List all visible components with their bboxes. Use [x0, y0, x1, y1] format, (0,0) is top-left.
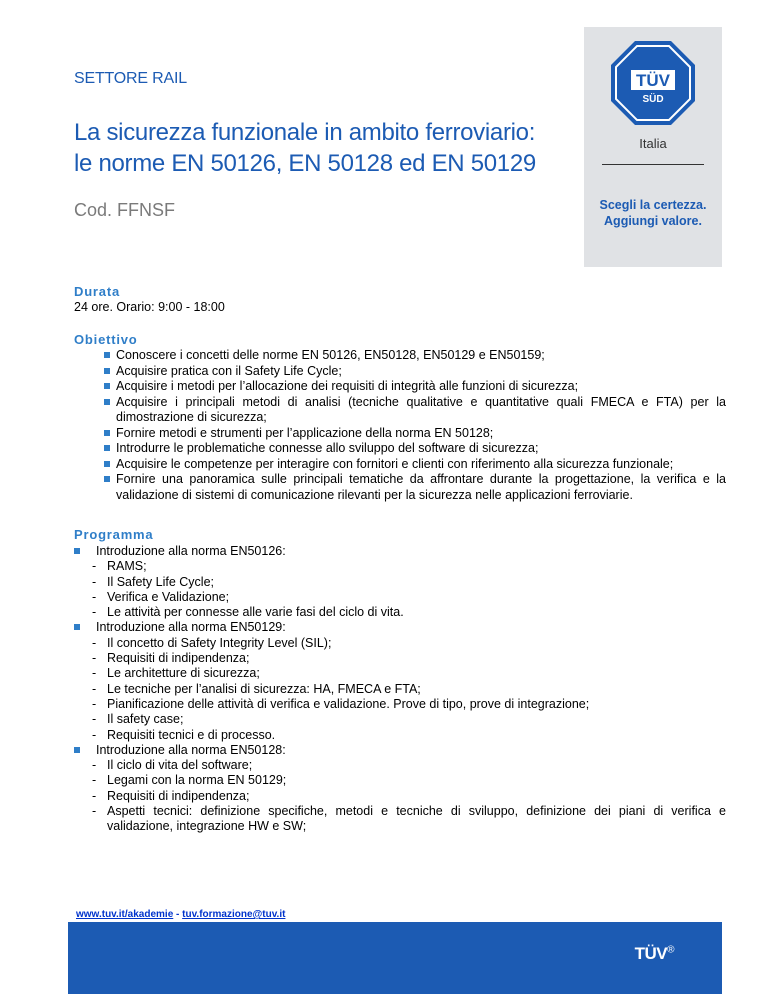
programma-sub-list: [74, 559, 726, 620]
email-link[interactable]: tuv.formazione@tuv.it: [182, 909, 286, 920]
square-bullet-icon: [104, 399, 110, 405]
programma-sub-item: [74, 575, 726, 590]
obiettivo-item-text: Acquisire i metodi per l’allocazione dei requisiti di integrità alle funzioni di sicurezza;: [116, 379, 579, 393]
programma-sub-item: [74, 728, 726, 743]
programma-sub-item: [74, 804, 726, 835]
obiettivo-item-text: Introdurre le problematiche connesse allo sviluppo del software di sicurezza;: [116, 441, 539, 455]
square-bullet-icon: [74, 548, 80, 554]
programma-group-heading-text: Introduzione alla norma EN50129:: [96, 620, 286, 635]
obiettivo-item-text: Acquisire le competenze per interagire con fornitori e clienti con riferimento alla sicurezza funzionale;: [116, 456, 674, 471]
course-title: [74, 117, 574, 179]
programma-sub-item-text: Le attività per connesse alle varie fasi del ciclo di vita.: [107, 605, 404, 620]
footer-bar: [68, 922, 722, 994]
footer-separator: -: [173, 909, 183, 920]
square-bullet-icon: [74, 747, 80, 753]
programma-sub-list: [74, 636, 726, 743]
dash-bullet-icon: -: [92, 788, 97, 803]
dash-bullet-icon: -: [92, 758, 97, 773]
programma-sub-item-text: Requisiti tecnici e di processo.: [107, 727, 276, 742]
programma-sub-item: [74, 773, 726, 788]
programma-group-heading-text: Introduzione alla norma EN50128:: [96, 742, 286, 757]
programma-sub-item-text: Aspetti tecnici: definizione specifiche, metodi e tecniche di sviluppo, definizione dei piani di verifica e validazione, integrazione HW e SW;: [107, 804, 726, 834]
dash-bullet-icon: -: [92, 696, 97, 711]
programma-sub-item-text: Il concetto di Safety Integrity Level (SIL);: [107, 635, 332, 650]
programma-group: [74, 544, 726, 620]
programma-group-heading: [74, 620, 726, 635]
obiettivo-item: [106, 379, 726, 395]
obiettivo-item-text: Acquisire pratica con il Safety Life Cycle;: [116, 363, 342, 378]
dash-bullet-icon: -: [92, 681, 97, 696]
programma-sub-item-text: Requisiti di indipendenza;: [107, 788, 250, 803]
dash-bullet-icon: -: [92, 712, 97, 727]
obiettivo-item-text: Fornire metodi e strumenti per l’applicazione della norma EN 50128;: [116, 425, 494, 440]
programma-sub-item: [74, 789, 726, 804]
brand-slogan: [584, 197, 722, 229]
programma-group: [74, 620, 726, 742]
obiettivo-item-text: Acquisire i principali metodi di analisi (tecniche qualitative e quantitative quali FMECA e FTA) per la dimostrazione di sicurezza;: [116, 394, 726, 424]
obiettivo-item: [106, 457, 726, 473]
footer-links: [76, 909, 285, 920]
course-title-line-2: le norme EN 50126, EN 50128 ed EN 50129: [74, 150, 536, 177]
programma-sub-item-text: Legami con la norma EN 50129;: [107, 773, 287, 788]
programma-sub-list: [74, 758, 726, 834]
brand-country: Italia: [639, 136, 667, 151]
dash-bullet-icon: -: [92, 666, 97, 681]
dash-bullet-icon: -: [92, 651, 97, 666]
programma-sub-item: [74, 666, 726, 681]
dash-bullet-icon: -: [92, 605, 97, 620]
square-bullet-icon: [104, 352, 110, 358]
programma-group-heading: [74, 743, 726, 758]
course-code: Cod. FFNSF: [74, 200, 176, 220]
brand-divider: [602, 164, 704, 165]
programma-sub-item-text: Requisiti di indipendenza;: [107, 651, 250, 666]
programma-sub-item-text: Il ciclo di vita del software;: [107, 758, 253, 773]
programma-sub-item: [74, 651, 726, 666]
obiettivo-item-text: Conoscere i concetti delle norme EN 50126, EN50128, EN50129 e EN50159;: [116, 348, 545, 362]
programma-list: [74, 544, 726, 835]
sector-label: SETTORE RAIL: [74, 70, 187, 87]
brand-panel: [584, 27, 722, 267]
footer-logo-text: TÜV: [634, 944, 668, 963]
dash-bullet-icon: -: [92, 589, 97, 604]
programma-group: [74, 743, 726, 835]
obiettivo-item: [106, 426, 726, 442]
durata-text: 24 ore. Orario: 9:00 - 18:00: [74, 300, 225, 314]
programma-sub-item: [74, 605, 726, 620]
programma-sub-item: [74, 636, 726, 651]
obiettivo-list: [106, 348, 726, 503]
obiettivo-item: [106, 395, 726, 426]
brand-slogan-line-1: Scegli la certezza.: [599, 198, 707, 212]
programma-sub-item: [74, 590, 726, 605]
durata-title: Durata: [74, 284, 120, 299]
obiettivo-item: [106, 472, 726, 503]
brand-slogan-line-2: Aggiungi valore.: [604, 214, 702, 228]
dash-bullet-icon: -: [92, 727, 97, 742]
square-bullet-icon: [104, 461, 110, 467]
square-bullet-icon: [104, 430, 110, 436]
course-title-line-1: La sicurezza funzionale in ambito ferroviario:: [74, 119, 536, 146]
square-bullet-icon: [104, 383, 110, 389]
website-link[interactable]: www.tuv.it/akademie: [76, 909, 174, 920]
programma-sub-item: [74, 697, 726, 712]
tuv-sud-logo-icon: [610, 40, 696, 126]
programma-sub-item-text: Il Safety Life Cycle;: [107, 574, 214, 589]
obiettivo-item-text: Fornire una panoramica sulle principali tematiche da affrontare durante la progettazione, la verifica e la validazione di sistemi di comunicazione rilevanti per la sicurezza nelle applicazioni ferroviarie.: [116, 472, 726, 502]
programma-group-heading: [74, 544, 726, 559]
obiettivo-title: Obiettivo: [74, 332, 138, 347]
programma-sub-item: [74, 559, 726, 574]
programma-sub-item: [74, 758, 726, 773]
programma-sub-item-text: Le architetture di sicurezza;: [107, 666, 260, 681]
programma-sub-item-text: Verifica e Validazione;: [107, 589, 230, 604]
square-bullet-icon: [104, 476, 110, 482]
dash-bullet-icon: -: [92, 574, 97, 589]
programma-sub-item-text: Il safety case;: [107, 712, 184, 727]
obiettivo-item: [106, 364, 726, 380]
programma-sub-item-text: Pianificazione delle attività di verifica e validazione. Prove di tipo, prove di integrazione;: [107, 696, 590, 711]
registered-mark: ®: [667, 944, 674, 956]
square-bullet-icon: [104, 445, 110, 451]
dash-bullet-icon: -: [92, 635, 97, 650]
programma-title: Programma: [74, 527, 154, 542]
dash-bullet-icon: -: [92, 559, 97, 574]
programma-sub-item: [74, 682, 726, 697]
footer-tuv-logo: [635, 944, 674, 964]
programma-sub-item: [74, 712, 726, 727]
badge-bottom-text: SÜD: [642, 94, 664, 105]
programma-sub-item-text: RAMS;: [107, 559, 147, 574]
programma-sub-item-text: Le tecniche per l’analisi di sicurezza: HA, FMECA e FTA;: [107, 681, 421, 696]
obiettivo-item: [106, 348, 726, 364]
programma-group-heading-text: Introduzione alla norma EN50126:: [96, 544, 286, 558]
square-bullet-icon: [104, 368, 110, 374]
obiettivo-item: [106, 441, 726, 457]
badge-top-text: TÜV: [636, 71, 670, 90]
dash-bullet-icon: -: [92, 773, 97, 788]
square-bullet-icon: [74, 624, 80, 630]
dash-bullet-icon: -: [92, 804, 97, 819]
